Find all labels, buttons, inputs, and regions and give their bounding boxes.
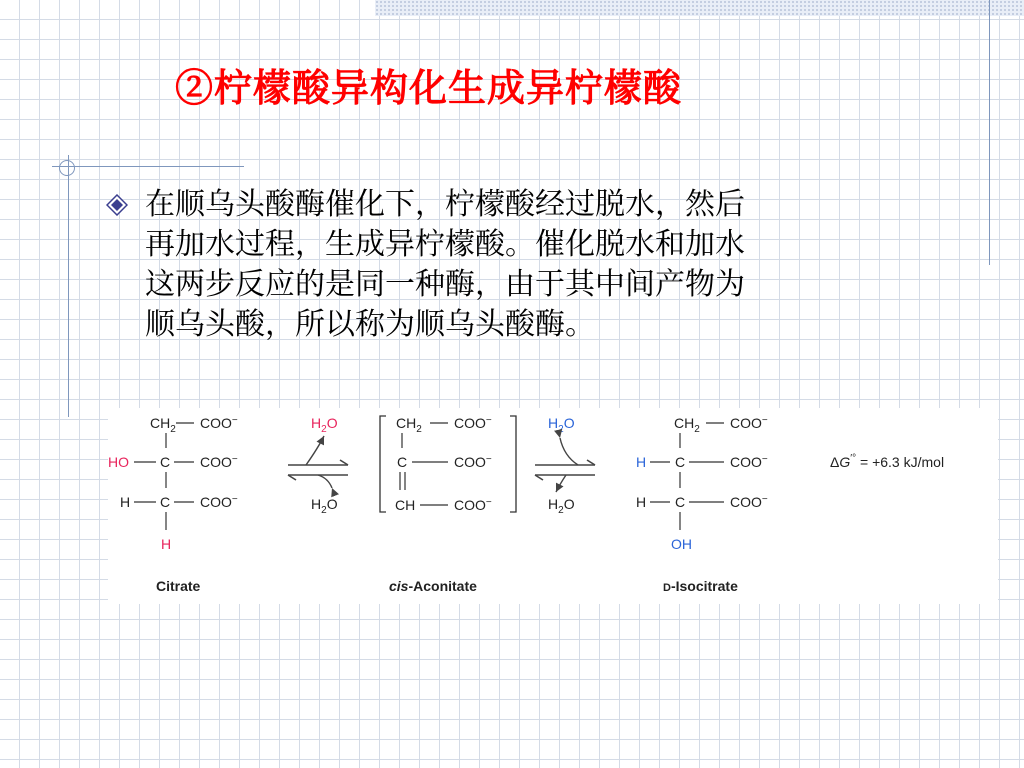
citrate-c2: C <box>160 494 171 510</box>
reaction-figure <box>108 408 998 604</box>
citrate-coo-mid: COO− <box>200 454 238 470</box>
reaction1-water-bottom: $H_2O$ <box>311 496 338 516</box>
reaction1-arrows <box>288 415 348 516</box>
isocitrate-h: H <box>636 494 647 510</box>
right-frame-line <box>989 0 990 265</box>
isocitrate-h-blue: H <box>636 454 647 470</box>
citrate-coo-bottom: COO− <box>200 494 238 510</box>
isocitrate-coo-mid: COO− <box>730 454 768 470</box>
isocitrate-label: D-Isocitrate <box>663 578 738 594</box>
reaction2-curve-in <box>560 438 578 465</box>
reaction1-curve-up <box>306 436 324 465</box>
corner-circle-ornament <box>59 160 75 176</box>
isocitrate-coo-top: COO− <box>730 415 768 431</box>
aconitate-c: C <box>397 454 408 470</box>
aconitate-ch: CH <box>395 497 416 513</box>
body-paragraph <box>145 185 945 345</box>
aconitate-structure <box>380 415 516 594</box>
aconitate-coo-top: COO− <box>454 415 492 431</box>
reaction2-water-top: $H_2O$ <box>548 415 575 435</box>
aconitate-ch2: $CH_2$ <box>396 415 422 435</box>
reaction2-curve-out <box>556 475 566 492</box>
citrate-h-bottom: H <box>161 536 172 552</box>
citrate-ho: HO <box>108 454 129 470</box>
top-frame-line <box>52 166 244 167</box>
left-frame-line <box>68 155 69 417</box>
citrate-structure <box>108 415 238 594</box>
citrate-ch2: $CH_2$ <box>150 415 176 435</box>
aconitate-left-bracket <box>380 416 386 512</box>
body-line: 在顺乌头酸酶催化下，柠檬酸经过脱水，然后 <box>145 187 745 222</box>
isocitrate-structure <box>636 415 768 594</box>
top-decorative-band <box>375 0 1024 16</box>
body-line: 这两步反应的是同一种酶，由于其中间产物为 <box>145 267 745 302</box>
delta-g-value: ΔG′° = +6.3 kJ/mol <box>830 453 945 470</box>
isocitrate-c2: C <box>675 494 686 510</box>
reaction2-water-bottom: $H_2O$ <box>548 496 575 516</box>
aconitate-label: cis-Aconitate <box>389 578 477 594</box>
citrate-c1: C <box>160 454 171 470</box>
slide-title: ②柠檬酸异构化生成异柠檬酸 <box>175 65 683 110</box>
isocitrate-ch2: $CH_2$ <box>674 415 700 435</box>
diamond-bullet-icon <box>106 194 128 216</box>
isocitrate-oh: OH <box>671 536 692 552</box>
reaction1-water-top: $H_2O$ <box>311 415 338 435</box>
isocitrate-coo-bottom: COO− <box>730 494 768 510</box>
citrate-coo-top: COO− <box>200 415 238 431</box>
citrate-label: Citrate <box>156 578 201 594</box>
body-line: 顺乌头酸，所以称为顺乌头酸酶。 <box>145 307 595 342</box>
reaction2-arrows <box>535 415 595 516</box>
body-line: 再加水过程，生成异柠檬酸。催化脱水和加水 <box>145 227 745 262</box>
aconitate-right-bracket <box>510 416 516 512</box>
aconitate-coo-mid: COO− <box>454 454 492 470</box>
reaction1-curve-down <box>318 475 332 488</box>
reaction-diagram <box>108 408 998 604</box>
isocitrate-c1: C <box>675 454 686 470</box>
citrate-h: H <box>120 494 131 510</box>
aconitate-coo-bottom: COO− <box>454 497 492 513</box>
